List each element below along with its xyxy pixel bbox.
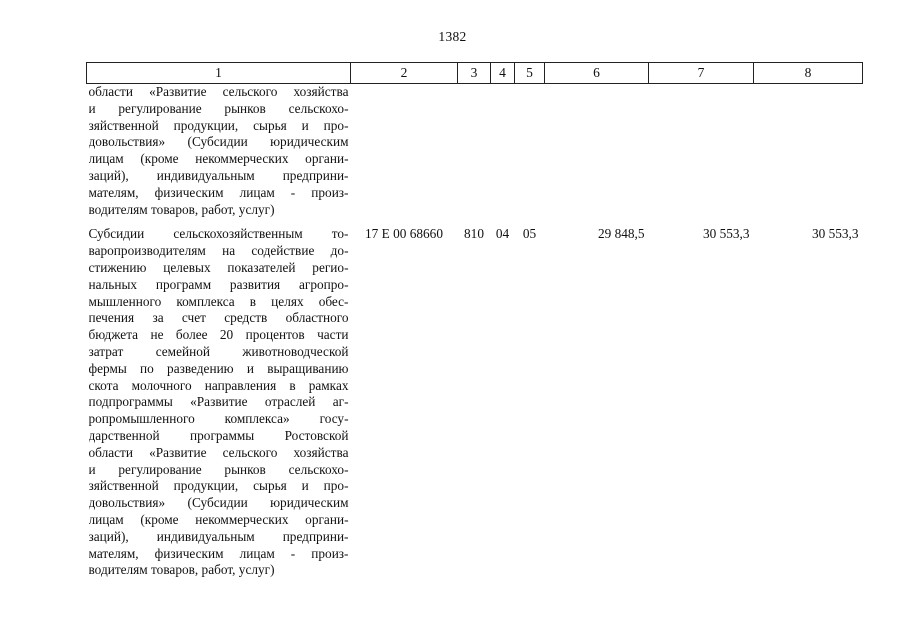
description-line: подпрограммы «Развитие отраслей аг- <box>88 394 349 410</box>
column-header-6: 6 <box>545 63 649 84</box>
amount-2020-cell <box>649 84 754 219</box>
expense-type-cell: 810 <box>464 226 484 242</box>
description-line: довольствия» (Субсидии юридическим <box>88 134 349 150</box>
row-description <box>87 84 351 219</box>
table-row <box>87 226 863 579</box>
amount-2019-cell: 29 848,5 <box>597 226 645 242</box>
description-line: нальных программ развития агропро- <box>88 276 349 292</box>
description-line: зяйственной продукции, сырья и про- <box>88 478 349 494</box>
description-line: области «Развитие сельского хозяйства <box>88 84 349 99</box>
row-spacer <box>87 218 863 226</box>
description-line: заций), индивидуальным предприни- <box>88 167 349 183</box>
description-line: и регулирование рынков сельскохо- <box>88 100 349 116</box>
description-line: заций), индивидуальным предприни- <box>88 528 349 544</box>
description-line: Субсидии сельскохозяйственным то- <box>88 226 349 242</box>
description-line: фермы по разведению и выращиванию <box>88 360 349 376</box>
subsection-cell: 05 <box>522 226 537 242</box>
section-cell: 04 <box>495 226 510 242</box>
amount-2019-cell <box>545 84 649 219</box>
description-line: зяйственной продукции, сырья и про- <box>88 117 349 133</box>
column-header-3: 3 <box>458 63 491 84</box>
description-line: довольствия» (Субсидии юридическим <box>88 495 349 511</box>
description-line: мателям, физическим лицам - произ- <box>88 545 349 561</box>
page-number: 1382 <box>438 29 467 44</box>
description-line: ропромышленного комплекса» госу- <box>88 411 349 427</box>
column-header-1: 1 <box>87 63 351 84</box>
description-line: скота молочного направления в рамках <box>88 377 349 393</box>
column-header-2: 2 <box>351 63 458 84</box>
description-line: водителям товаров, работ, услуг) <box>88 201 275 217</box>
column-header-5: 5 <box>515 63 545 84</box>
spacer-cell <box>87 218 863 226</box>
subsection-cell <box>515 84 545 219</box>
table-row <box>87 84 863 219</box>
description-line: водителям товаров, работ, услуг) <box>88 562 275 578</box>
column-header-8: 8 <box>754 63 863 84</box>
description-line: дарственной программы Ростовской <box>88 427 349 443</box>
row-description <box>87 226 351 579</box>
target-article-cell <box>351 84 458 219</box>
budget-table <box>86 62 863 579</box>
description-line: печения за счет средств областного <box>88 310 349 326</box>
description-line: мышленного комплекса в целях обес- <box>88 293 349 309</box>
description-line: лицам (кроме некоммерческих органи- <box>88 151 349 167</box>
section-cell <box>491 84 515 219</box>
description-line: варопроизводителям на содействие до- <box>88 243 349 259</box>
amount-2021-cell: 30 553,3 <box>811 226 859 242</box>
description-line: мателям, физическим лицам - произ- <box>88 184 349 200</box>
column-number-header-row <box>87 63 863 84</box>
description-line: лицам (кроме некоммерческих органи- <box>88 511 349 527</box>
amount-2021-cell <box>754 84 863 219</box>
description-line: области «Развитие сельского хозяйства <box>88 444 349 460</box>
description-line: стижению целевых показателей регио- <box>88 259 349 275</box>
target-article-cell: 17 Е 00 68660 <box>365 226 443 242</box>
description-line: и регулирование рынков сельскохо- <box>88 461 349 477</box>
expense-type-cell <box>458 84 491 219</box>
description-line: бюджета не более 20 процентов части <box>88 327 349 343</box>
column-header-4: 4 <box>491 63 515 84</box>
description-line: затрат семейной животноводческой <box>88 343 349 359</box>
column-header-7: 7 <box>649 63 754 84</box>
amount-2020-cell: 30 553,3 <box>702 226 750 242</box>
